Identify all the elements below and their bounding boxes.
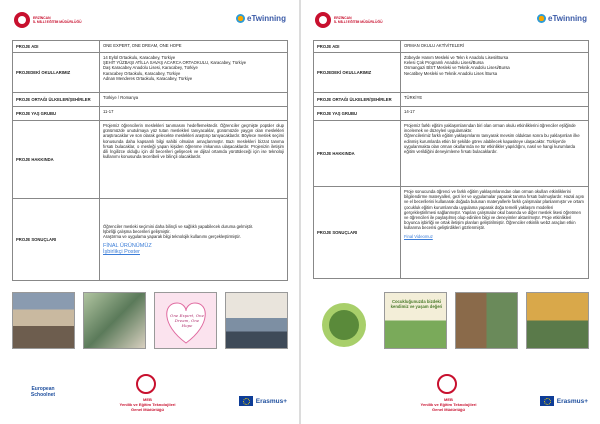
- row-key: PROJE SONUÇLARI: [13, 199, 100, 281]
- row-value: [401, 187, 589, 279]
- eu-flag-icon: [540, 396, 554, 406]
- row-key: PROJE YAŞ GRUBU: [314, 107, 401, 121]
- es-line1: European: [31, 386, 55, 392]
- row-value: Türkiye / Romanya: [100, 93, 288, 107]
- meb-footer-l1: Yenilik ve Eğitim Teknolojileri: [420, 402, 477, 407]
- row-key: PROJEDEKİ OKULLARIMIZ: [13, 53, 100, 93]
- row-value: 14-17: [401, 107, 589, 121]
- photo-collage: [455, 292, 518, 349]
- erasmus-logo: [540, 396, 588, 406]
- etwinning-star-icon: [537, 14, 546, 23]
- results-text: Proje sonucunda öğrenci ve farklı eğitim yaklaşımlarından olan orman okulları etkinliklerini bilgilendirme materyalleri, gezi ler ve uygulamalar yaparak tanıma fırsatı bulmuşlardır. Hazal açısı ve el becerilerini kullanarak doğada bulunan materyallerle farklı çalışmalar planlanmıştır ve ortam çocukluk eğitim kurumlarında uygulama yaparak doğa temelli yaklaşım modelleri gerçekleştirilmesi sağlanmıştır. Yapılan çalışmalar okul basında ve diğer meslek lisesi öğretmen ve öğrencileri ile paylaşılmış olup edinilen bilgi ve deneyimler aktarılmıştır. Proje etkinlikleri boyunca işbirliği ve ortak iletişim planları geliştirilmiştir. Öğrenciler etkinlik web2 araçları etkin kullanma becerisi geliştirdikleri gözlenmiştir.: [404, 189, 585, 231]
- meb-footer-l2: Genel Müdürlüğü: [432, 407, 465, 412]
- photo-poster: [384, 292, 447, 349]
- row-key: PROJE HAKKINDA: [314, 121, 401, 187]
- poster-link[interactable]: İşbirlikçi Poster: [103, 249, 140, 256]
- erasmus-logo: [239, 396, 287, 406]
- left-project-table: [12, 40, 288, 281]
- etwinning-logo: [236, 14, 286, 23]
- meb-footer-icon: [136, 374, 156, 394]
- photo-3-poster: [154, 292, 217, 349]
- meb-footer-icon: [437, 374, 457, 394]
- photo-1: [12, 292, 75, 349]
- row-value: 14 Eylül Ortaokulu, Karacabey, Türkiye ŞEHİT YÜZBAŞI ATİLLA SAVAŞ ACARCA ORTAOKULU, Karacabey, Türkiye Daş Karacabey Anadolu Lisesi, Karacabey, Türkiye Karacabey Ortaokulu, Karacabey, Türkiye Adnan Menderes Ortaokulu, Karacabey, Türkiye: [100, 53, 288, 93]
- results-text: Öğrenciler mesleki seçimini daha bilinçli ve sağlıklı yapabilecek duruma gelmiştir. İşbirliği çalışma becerileri gelişmiştir. Araştırma ve uygulama yaparak bilgi teknolojik kullanımı gerçekleştirmiştir.: [103, 223, 254, 239]
- right-page: [301, 0, 600, 424]
- row-value: Zübeyde Hanım Mesleki ve Tekn k Anadolu Lisesi/Bursa Kelesi Çok Programlı Anadolu Lisesi/Bursa Osmangazi BİST Mesleki ve Teknik Anadolu Lisesi/Bursa Necatibey Mesleki ve Teknik Anadolu Lises /Bursa: [401, 53, 589, 93]
- meb-line1: ERZİNCAN: [33, 16, 51, 20]
- left-photos: [12, 292, 288, 349]
- photo-4: [225, 292, 288, 349]
- forest-emblem-icon: [313, 292, 376, 349]
- left-footer: [0, 372, 299, 424]
- row-value: Projemiz öğrencilerin meslekleri tanımasını hedeflemektedir. Öğrenciler geçmişte popüler olup günümüzde unutulmaya yüz tutan meslekleri tanıyacaklar, günümüzde yaygın olan meslekleri araştıracaklar ve son olarak gelecekte meslekleri araştırıp tanıyacaklardır. Böylece meslek seçimi konusunda daha kapsamlı bilgi sahibi olmaları amaçlanmıştır. Bazı meslekleri bizzat tanıma fırsatı bulacaklar, o mesleği yapan kişiden öğrenme imkanına ulaşacaklardır. Projenizin iletişim dili İngilizce olduğu için dil becerileri gelişecek ve dijital ortamda yürütüleceği için ise teknoloji kullanımı konusunda teceribeli ve bilinçli olacaklardır.: [100, 121, 288, 199]
- european-schoolnet-logo: [18, 386, 68, 398]
- etwinning-logo: [537, 14, 587, 23]
- photo-2: [83, 292, 146, 349]
- es-line2: Schoolnet: [30, 392, 56, 398]
- meb-logo: [14, 12, 82, 28]
- final-product-title: FİNAL ÜRÜNÜMÜZ: [103, 243, 152, 250]
- row-value: [100, 199, 288, 281]
- row-key: PROJE HAKKINDA: [13, 121, 100, 199]
- left-page: [0, 0, 299, 424]
- etwinning-text: eTwinning: [247, 14, 286, 23]
- meb-line2: İL MİLLİ EĞİTİM MÜDÜRLÜĞÜ: [33, 20, 82, 24]
- meb-line2: İL MİLLİ EĞİTİM MÜDÜRLÜĞÜ: [334, 20, 383, 24]
- meb-footer-l1: Yenilik ve Eğitim Teknolojileri: [119, 402, 176, 407]
- row-key: PROJE ORTAĞI ÜLKELER/ŞEHİRLER: [13, 93, 100, 107]
- meb-footer-text: [100, 397, 195, 412]
- row-key: PROJEDEKİ OKULLARIMIZ: [314, 53, 401, 93]
- row-key: PROJE ORTAĞI ÜLKELER/ŞEHİRLER: [314, 93, 401, 107]
- row-value: ONE EXPERT, ONE DREAM, ONE HOPE: [100, 41, 288, 53]
- row-value: Projemiz farklı eğitim yaklaşımlarından biri olan orman okulu etkinliklerini öğrenciler eşliğinde incelemek ve düzeyleri uygulamaktır. Öğrencilerimiz farklı eğitim yaklaşımlarını tanıyarak mevsim olduktan sonra bu yaklaşımları ilke edinmiş kurumlarda etkin bir şekilde görev alabilecek kapasiteye ulaşacaktır. Türkiye'de uygulanmakta olan orman okullarında ne tür etkinlikler yapıldığını, nasıl ve hangi kurumlarda eğitim verildiğini deneyimleme fırsatı bulacaklardır.: [401, 121, 589, 187]
- photo-collage-2: [526, 292, 589, 349]
- row-value: 11-17: [100, 107, 288, 121]
- meb-footer-l2: Genel Müdürlüğü: [131, 407, 164, 412]
- meb-logo: [315, 12, 383, 28]
- meb-seal-icon: [14, 12, 30, 28]
- meb-abbr: MEB: [143, 397, 152, 402]
- erasmus-text: Erasmus+: [556, 397, 588, 405]
- meb-line1: ERZİNCAN: [334, 16, 352, 20]
- etwinning-text: eTwinning: [548, 14, 587, 23]
- eu-flag-icon: [239, 396, 253, 406]
- right-footer: [301, 372, 600, 424]
- meb-seal-icon: [315, 12, 331, 28]
- meb-footer-text: [401, 397, 496, 412]
- erasmus-text: Erasmus+: [255, 397, 287, 405]
- poster-title: Cocukluğunuzda bizdeki kendimiz ve yaşam değeri: [390, 299, 443, 310]
- row-key: PROJE ADI: [13, 41, 100, 53]
- row-value: TÜRKİYE: [401, 93, 589, 107]
- row-key: PROJE YAŞ GRUBU: [13, 107, 100, 121]
- poster-caption: One Expert, One Dream, One Hope: [170, 313, 204, 328]
- right-photos: [313, 292, 589, 349]
- row-key: PROJE ADI: [314, 41, 401, 53]
- right-project-table: [313, 40, 589, 279]
- final-video-link[interactable]: Final Videomuz: [404, 233, 433, 239]
- row-key: PROJE SONUÇLARI: [314, 187, 401, 279]
- photo-forest-circle: [313, 292, 376, 349]
- etwinning-star-icon: [236, 14, 245, 23]
- meb-abbr: MEB: [444, 397, 453, 402]
- row-value: ORMAN OKULU AKTİVİTELERİ: [401, 41, 589, 53]
